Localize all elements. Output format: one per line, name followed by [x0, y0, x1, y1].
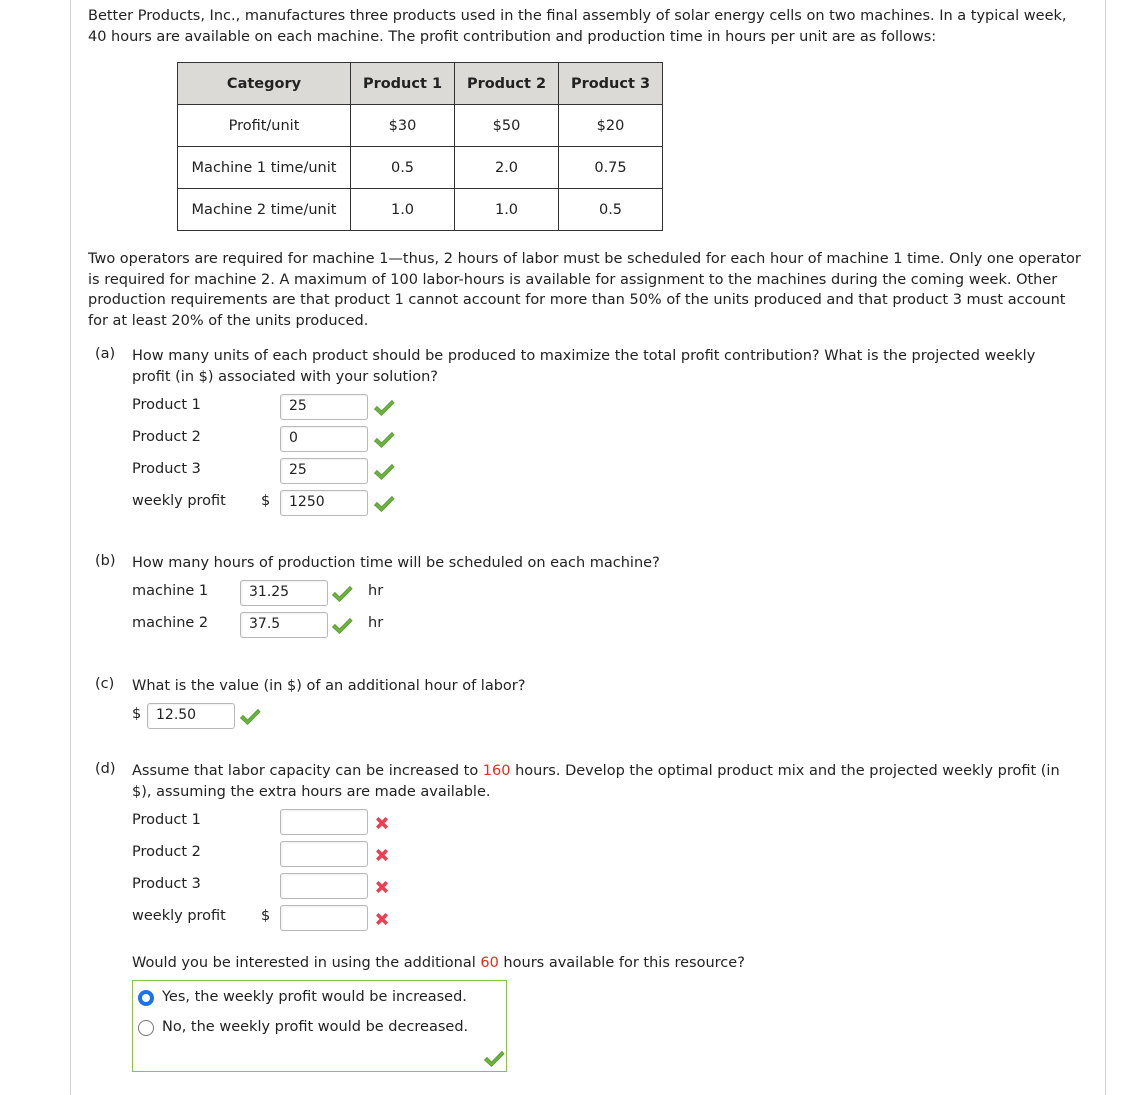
d-follow-up-question: Would you be interested in using the additional 60 hours available for this resource? — [132, 955, 745, 971]
cross-icon — [374, 879, 390, 895]
d-product-2-input[interactable] — [280, 841, 368, 867]
d-product-1-label: Product 1 — [132, 812, 201, 828]
part-a-question: How many units of each product should be produced to maximize the total profit contribution? What is the projected weekly profit (in $) associated with your solution? — [132, 348, 1036, 385]
cross-icon — [374, 815, 390, 831]
a-product-3-label: Product 3 — [132, 461, 201, 477]
d-weekly-profit-label: weekly profit — [132, 908, 226, 924]
red-highlight-number: 60 — [480, 955, 499, 971]
table-cell: $20 — [559, 105, 663, 147]
frame-left-border — [70, 0, 71, 1095]
option-yes-label[interactable]: Yes, the weekly profit would be increased. — [162, 989, 467, 1005]
a-product-2-label: Product 2 — [132, 429, 201, 445]
d-product-3-label: Product 3 — [132, 876, 201, 892]
b-machine-2-label: machine 2 — [132, 615, 209, 631]
check-icon — [373, 430, 395, 450]
table-cell: 1.0 — [351, 189, 455, 231]
intro-text: Better Products, Inc., manufactures three products used in the final assembly of solar energy cells on two machines. In a typical week, 40 hours are available on each machine. The profit contribution and production time in hours per unit are as follows: — [88, 8, 1067, 45]
b-machine-1-label: machine 1 — [132, 583, 209, 599]
table-row — [178, 105, 663, 147]
part-b-question: How many hours of production time will be scheduled on each machine? — [132, 555, 660, 571]
part-b-label: (b) — [95, 553, 116, 569]
option-no-label[interactable]: No, the weekly profit would be decreased. — [162, 1019, 469, 1035]
a-weekly-profit-input[interactable]: 1250 — [280, 490, 368, 516]
table-cell: 0.5 — [559, 189, 663, 231]
d-product-2-label: Product 2 — [132, 844, 201, 860]
a-product-2-input[interactable]: 0 — [280, 426, 368, 452]
check-icon — [373, 398, 395, 418]
table-header: Product 3 — [559, 63, 663, 105]
d-product-3-input[interactable] — [280, 873, 368, 899]
table-cell: Machine 2 time/unit — [178, 189, 351, 231]
check-icon — [331, 584, 353, 604]
table-cell: 1.0 — [455, 189, 559, 231]
part-c-label: (c) — [95, 676, 115, 692]
table-cell: $30 — [351, 105, 455, 147]
part-c-question: What is the value (in $) of an additional hour of labor? — [132, 678, 526, 694]
currency-symbol: $ — [132, 706, 142, 722]
a-product-1-label: Product 1 — [132, 397, 201, 413]
table-header: Product 1 — [351, 63, 455, 105]
product-table — [177, 62, 663, 231]
red-highlight-number: 160 — [482, 763, 511, 779]
table-cell: $50 — [455, 105, 559, 147]
table-row — [178, 189, 663, 231]
check-icon — [373, 462, 395, 482]
currency-symbol: $ — [261, 908, 271, 924]
table-header: Product 2 — [455, 63, 559, 105]
table-cell: Machine 1 time/unit — [178, 147, 351, 189]
radio-unselected-icon[interactable] — [138, 1020, 154, 1036]
c-labor-value-input[interactable]: 12.50 — [147, 703, 235, 729]
d-weekly-profit-input[interactable] — [280, 905, 368, 931]
check-icon — [331, 616, 353, 636]
answer-choice-group — [132, 980, 507, 1072]
table-cell: Profit/unit — [178, 105, 351, 147]
hr-unit: hr — [368, 615, 384, 631]
table-header: Category — [178, 63, 351, 105]
b-machine-2-input[interactable]: 37.5 — [240, 612, 328, 638]
table-cell: 0.5 — [351, 147, 455, 189]
cross-icon — [374, 847, 390, 863]
b-machine-1-input[interactable]: 31.25 — [240, 580, 328, 606]
operators-text: Two operators are required for machine 1—thus, 2 hours of labor must be scheduled for each hour of machine 1 time. Only one operator is required for machine 2. A maximum of 100 labor-hours is available for assignment to the machines during the coming week. Other production requirements are that product 1 cannot account for more than 50% of the units produced and that product 3 must account for at least 20% of the units produced. — [88, 251, 1081, 330]
part-d-label: (d) — [95, 761, 116, 777]
a-weekly-profit-label: weekly profit — [132, 493, 226, 509]
d-product-1-input[interactable] — [280, 809, 368, 835]
currency-symbol: $ — [261, 493, 271, 509]
a-product-1-input[interactable]: 25 — [280, 394, 368, 420]
a-product-3-input[interactable]: 25 — [280, 458, 368, 484]
frame-right-border — [1105, 0, 1106, 1095]
check-icon — [239, 707, 261, 727]
part-d-question: Assume that labor capacity can be increased to 160 hours. Develop the optimal product mix and the projected weekly profit (in $), assuming the extra hours are made available. — [132, 763, 1060, 800]
table-header-row — [178, 63, 663, 105]
table-cell: 0.75 — [559, 147, 663, 189]
hr-unit: hr — [368, 583, 384, 599]
radio-selected-icon[interactable] — [138, 990, 154, 1006]
cross-icon — [374, 911, 390, 927]
table-row — [178, 147, 663, 189]
check-icon — [373, 494, 395, 514]
table-cell: 2.0 — [455, 147, 559, 189]
part-a-label: (a) — [95, 346, 116, 362]
check-icon — [483, 1049, 505, 1069]
